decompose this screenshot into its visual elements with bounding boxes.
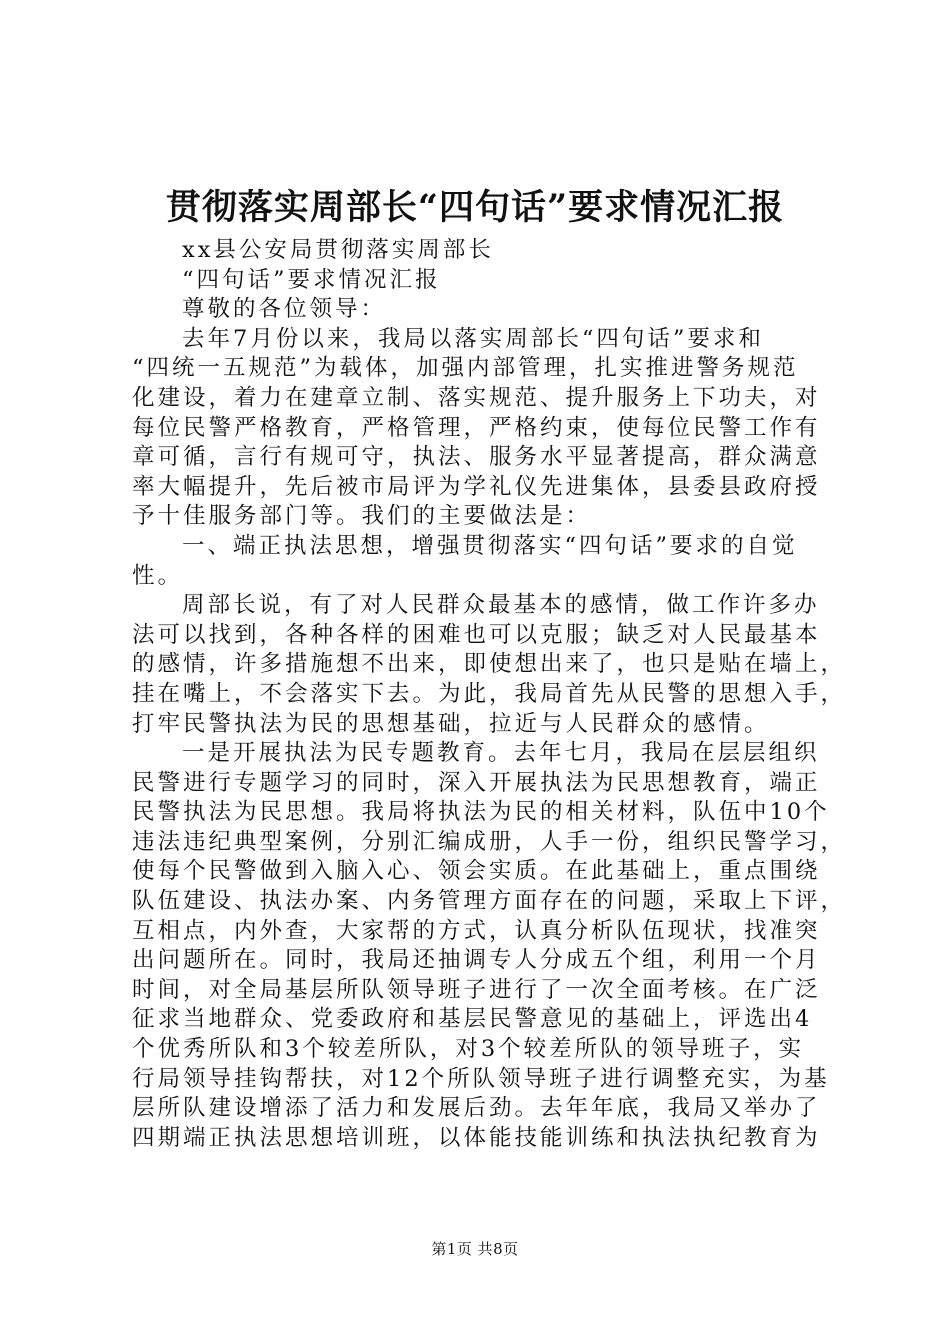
document-title: 贯彻落实周部长“四句话”要求情况汇报 (165, 187, 785, 228)
body-line: 时间，对全局基层所队领导班子进行了一次全面考核。在广泛 (132, 976, 821, 1003)
body-line: xx县公安局贯彻落实周部长 (182, 237, 494, 263)
body-line: 予十佳服务部门等。我们的主要做法是： (132, 503, 592, 530)
body-line: 一、端正执法思想，增强贯彻落实“四句话”要求的自觉 (182, 532, 798, 559)
body-line: “四句话”要求情况汇报 (182, 266, 441, 293)
body-line: 挂在嘴上，不会落实下去。为此，我局首先从民警的思想入手， (132, 680, 847, 707)
body-line: 章可循，言行有规可守，执法、服务水平显著提高，群众满意 (132, 444, 821, 471)
page-footer: 第1页 共8页 (431, 1240, 519, 1258)
body-line: “四统一五规范”为载体，加强内部管理，扎实推进警务规范 (132, 355, 799, 382)
body-line: 民警执法为民思想。我局将执法为民的相关材料，队伍中10个 (132, 799, 830, 826)
body-line: 的感情，许多措施想不出来，即使想出来了，也只是贴在墙上， (132, 651, 847, 678)
body-line: 个优秀所队和3个较差所队，对3个较差所队的领导班子，实 (132, 1036, 805, 1063)
body-line: 使每个民警做到入脑入心、领会实质。在此基础上，重点围绕 (132, 858, 821, 885)
body-line: 率大幅提升，先后被市局评为学礼仪先进集体，县委县政府授 (132, 473, 821, 500)
body-line: 违法违纪典型案例，分别汇编成册，人手一份，组织民警学习， (132, 828, 847, 855)
body-line: 周部长说，有了对人民群众最基本的感情，做工作许多办 (182, 592, 820, 619)
document-body (132, 236, 847, 1153)
body-line: 四期端正执法思想培训班，以体能技能训练和执法执纪教育为 (132, 1124, 821, 1151)
body-line: 队伍建设、执法办案、内务管理方面存在的问题，采取上下评， (132, 888, 847, 915)
body-line: 打牢民警执法为民的思想基础，拉近与人民群众的感情。 (132, 710, 770, 737)
body-line: 性。 (132, 562, 184, 589)
body-line: 尊敬的各位领导： (182, 296, 387, 323)
body-line: 互相点，内外查，大家帮的方式，认真分析队伍现状，找准突 (132, 917, 821, 944)
body-line: 行局领导挂钩帮扶，对12个所队领导班子进行调整充实，为基 (132, 1065, 830, 1092)
body-line: 一是开展执法为民专题教育。去年七月，我局在层层组织 (182, 740, 820, 767)
body-line: 化建设，着力在建章立制、落实规范、提升服务上下功夫，对 (132, 384, 821, 411)
body-line: 出问题所在。同时，我局还抽调专人分成五个组，利用一个月 (132, 947, 821, 974)
body-line: 征求当地群众、党委政府和基层民警意见的基础上，评选出4 (132, 1006, 813, 1033)
body-line: 每位民警严格教育，严格管理，严格约束，使每位民警工作有 (132, 414, 821, 441)
body-line: 层所队建设增添了活力和发展后劲。去年年底，我局又举办了 (132, 1095, 821, 1122)
body-line: 法可以找到，各种各样的困难也可以克服；缺乏对人民最基本 (132, 621, 821, 648)
body-line: 去年7月份以来，我局以落实周部长“四句话”要求和 (182, 325, 764, 352)
body-line: 民警进行专题学习的同时，深入开展执法为民思想教育，端正 (132, 769, 821, 796)
